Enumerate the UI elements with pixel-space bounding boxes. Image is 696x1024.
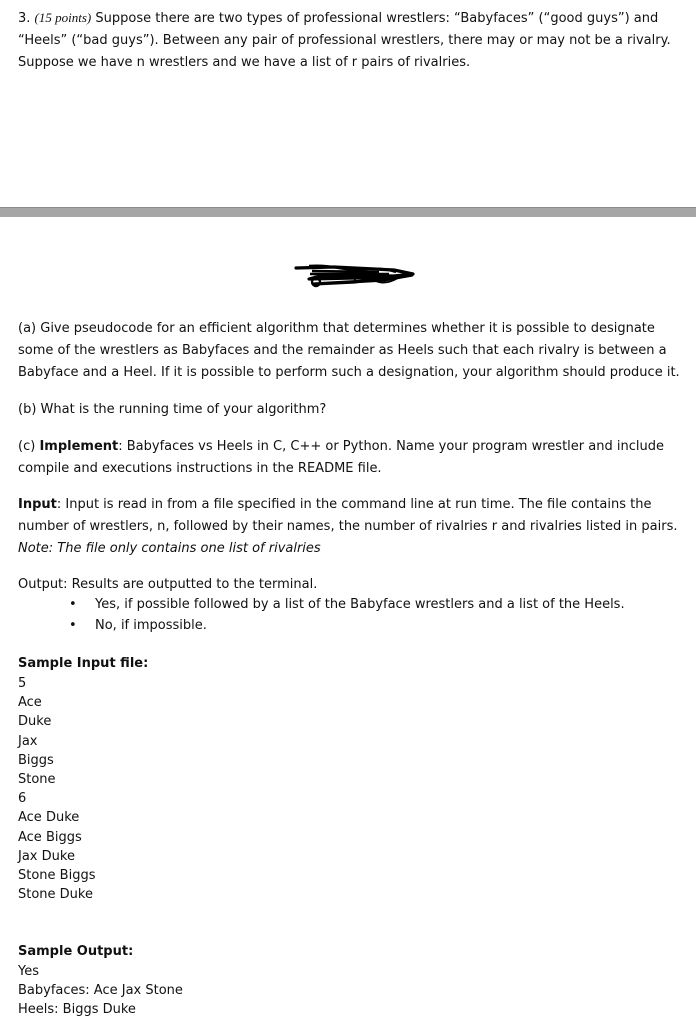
- bullet-icon: •: [69, 597, 77, 612]
- input-text: : Input is read in from a file specified in the command line at run time. The file contains the number of wrestlers, n, followed by their names, the number of rivalries r and rivalries listed in pairs.: [18, 497, 678, 534]
- sample-input-heading: Sample Input file:: [18, 656, 149, 671]
- output-label: Output: Results are outputted to the terminal.: [18, 577, 318, 592]
- output-bullet-no-text: No, if impossible.: [95, 618, 207, 633]
- bullet-icon: •: [69, 618, 77, 633]
- input-note: Note: The file only contains one list of rivalries: [18, 541, 321, 556]
- input-description: [18, 494, 686, 560]
- input-label: Input: [18, 497, 57, 512]
- sample-input-line: 5: [18, 676, 27, 691]
- output-bullet-list: [60, 594, 625, 636]
- sample-input-line: Jax Duke: [18, 848, 75, 864]
- page-divider: [0, 207, 696, 217]
- sample-input-line: Ace: [18, 695, 42, 711]
- sample-output-line: Heels: Biggs Duke: [18, 1002, 136, 1018]
- sample-output-line: Babyfaces: Ace Jax Stone: [18, 983, 183, 999]
- part-c-rest: : Babyfaces vs Heels in C, C++ or Python. Name your program wrestler and include compile and executions instructions in the README file.: [18, 439, 664, 476]
- sample-input-line: 6: [18, 791, 27, 807]
- output-bullet-yes-text: Yes, if possible followed by a list of the Babyface wrestlers and a list of the Heels.: [95, 597, 625, 612]
- sample-input-line: Stone Biggs: [18, 868, 96, 884]
- sample-input-line: Biggs: [18, 752, 54, 768]
- problem-points: (15 points): [34, 10, 92, 25]
- sample-input-line: Duke: [18, 714, 52, 730]
- part-b: (b) What is the running time of your algorithm?: [18, 402, 327, 417]
- sample-input-line: Stone: [18, 772, 56, 788]
- problem-number: 3.: [18, 11, 31, 26]
- problem-intro-text: Suppose there are two types of professional wrestlers: “Babyfaces” (“good guys”) and “Heels” (“bad guys”). Between any pair of professional wrestlers, there may or may not be a rivalry. Suppose we have n wrestlers and we have a list of r pairs of rivalries.: [18, 11, 671, 70]
- problem-intro: [18, 7, 686, 74]
- output-bullet-no: [60, 615, 625, 636]
- sample-output-heading: Sample Output:: [18, 944, 134, 959]
- sample-input-line: Ace Duke: [18, 810, 80, 826]
- sample-input-line: Ace Biggs: [18, 829, 82, 845]
- redaction-scribble: [294, 262, 416, 290]
- part-a: (a) Give pseudocode for an efficient algorithm that determines whether it is possible to designate some of the wrestlers as Babyfaces and the remainder as Heels such that each rivalry is between a Babyface and a Heel. If it is possible to perform such a designation, your algorithm should produce it.: [18, 321, 680, 380]
- sample-input-line: Jax: [18, 733, 38, 749]
- part-c-implement: Implement: [39, 439, 119, 454]
- sample-output-line: Yes: [18, 964, 39, 979]
- part-c-prefix: (c): [18, 439, 40, 454]
- sample-input-lines: [18, 674, 95, 904]
- output-bullet-yes: [60, 594, 625, 615]
- part-c: [18, 436, 686, 480]
- sample-output-lines: [18, 962, 183, 1020]
- sample-input-line: Stone Duke: [18, 887, 93, 903]
